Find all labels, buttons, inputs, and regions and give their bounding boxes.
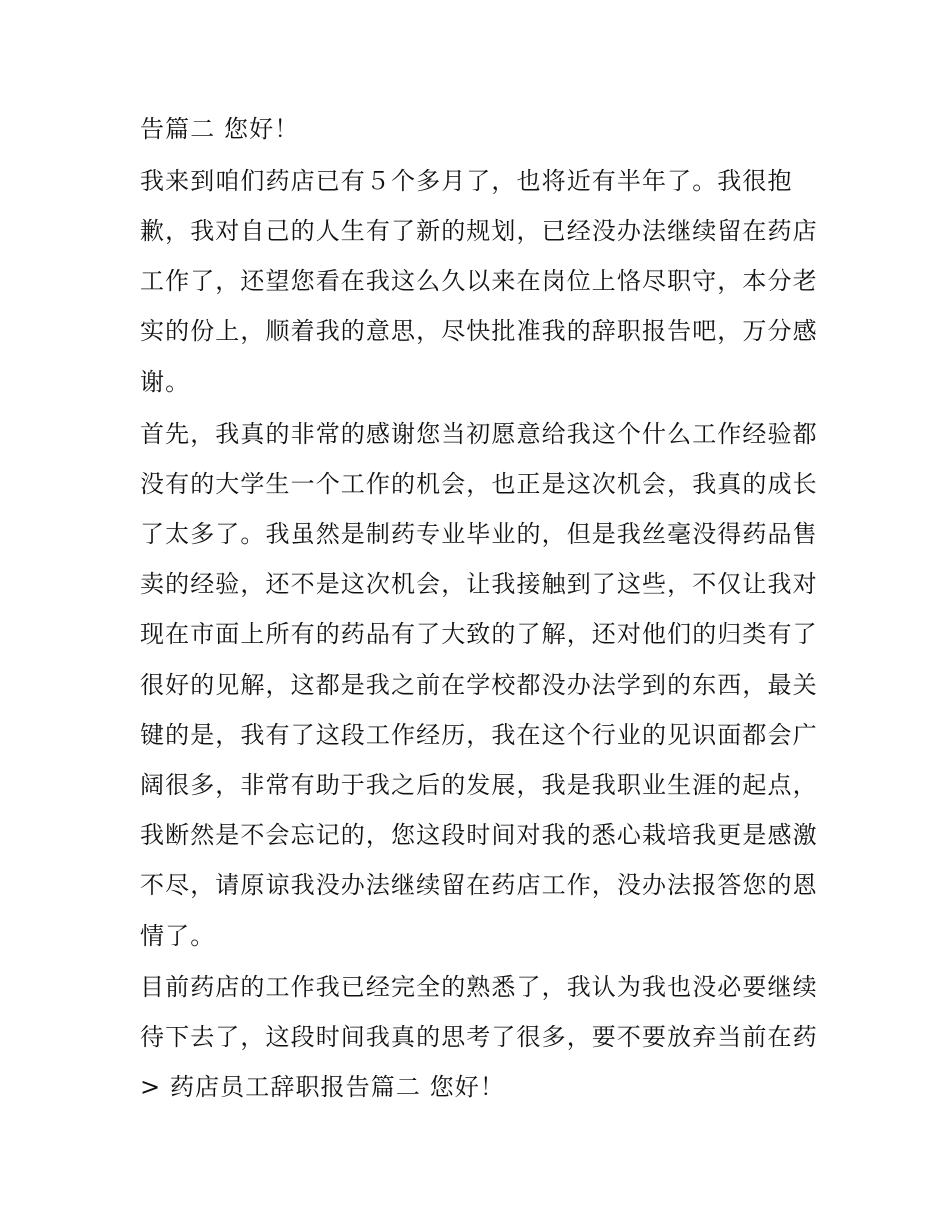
text-line: 歉，我对自己的人生有了新的规划，已经没办法继续留在药店	[140, 217, 818, 245]
text-line: 不尽，请原谅我没办法继续留在药店工作，没办法报答您的恩	[140, 871, 818, 899]
text-line: 目前药店的工作我已经完全的熟悉了，我认为我也没必要继续	[140, 973, 818, 1001]
text-line: 没有的大学生一个工作的机会，也正是这次机会，我真的成长	[140, 470, 818, 498]
text-line: 待下去了，这段时间我真的思考了很多，要不要放弃当前在药	[140, 1023, 818, 1051]
text-line: 现在市面上所有的药品有了大致的了解，还对他们的归类有了	[140, 620, 818, 648]
breadcrumb: > 药店员工辞职报告篇二 您好！	[140, 1073, 505, 1101]
text-line: 很好的见解，这都是我之前在学校都没办法学到的东西，最关	[140, 671, 818, 699]
text-line: 我断然是不会忘记的，您这段时间对我的悉心栽培我更是感激	[140, 821, 818, 849]
text-line: 首先，我真的非常的感谢您当初愿意给我这个什么工作经验都	[140, 420, 818, 448]
text-line: 我来到咱们药店已有５个多月了，也将近有半年了。我很抱	[140, 167, 793, 195]
text-line: 告篇二 您好！	[140, 115, 300, 143]
text-line: 卖的经验，还不是这次机会，让我接触到了这些，不仅让我对	[140, 570, 818, 598]
text-line: 实的份上，顺着我的意思，尽快批准我的辞职报告吧，万分感	[140, 317, 818, 345]
text-line: 情了。	[140, 922, 216, 950]
text-line: 键的是，我有了这段工作经历，我在这个行业的见识面都会广	[140, 721, 818, 749]
text-line: 工作了，还望您看在我这么久以来在岗位上恪尽职守，本分老	[140, 267, 818, 295]
text-line: 阔很多，非常有助于我之后的发展，我是我职业生涯的起点，	[140, 771, 818, 799]
text-line: 了太多了。我虽然是制药专业毕业的，但是我丝毫没得药品售	[140, 520, 818, 548]
text-line: 谢。	[140, 368, 191, 396]
